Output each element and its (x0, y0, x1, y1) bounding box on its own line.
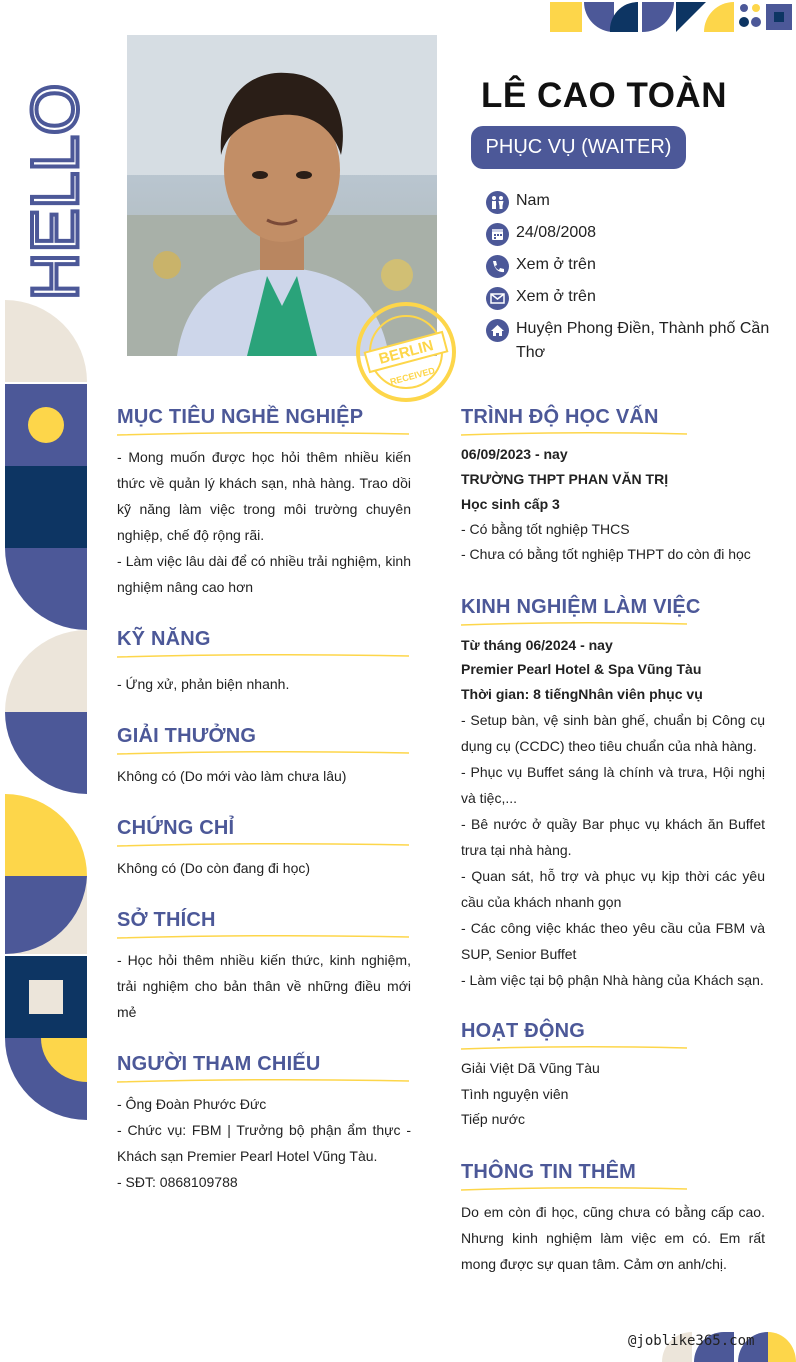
education-line: - Có bằng tốt nghiệp THCS (461, 521, 630, 537)
underline-activities (461, 1045, 687, 1051)
certificates-text (117, 855, 411, 881)
section-title-awards: GIẢI THƯỞNG (117, 725, 257, 747)
gender-icon (486, 191, 509, 214)
top-decoration (548, 0, 796, 32)
activities-line: Tiếp nước (461, 1111, 525, 1127)
extra-info-line: Do em còn đi học, cũng chưa có bằng cấp cao. Nhưng kinh nghiệm làm việc em có. Em rất mong được sự quan tâm. Cảm ơn anh/chị. (461, 1204, 765, 1272)
berlin-stamp (354, 300, 458, 404)
section-title-skills: KỸ NĂNG (117, 628, 211, 650)
experience-text (461, 633, 765, 993)
extra-info-text (461, 1199, 765, 1277)
job-title-badge: PHỤC VỤ (WAITER) (471, 126, 686, 169)
section-title-education: TRÌNH ĐỘ HỌC VẤN (461, 406, 659, 428)
experience-line: - Các công việc khác theo yêu cầu của FBM và SUP, Senior Buffet (461, 920, 765, 962)
experience-position: Thời gian: 8 tiếngNhân viên phục vụ (461, 686, 703, 702)
experience-line: - Quan sát, hỗ trợ và phục vụ kịp thời các yêu cầu của khách nhanh gọn (461, 868, 765, 910)
references-line: - SĐT: 0868109788 (117, 1174, 238, 1190)
gender-text: Nam (516, 192, 550, 209)
email-text: Xem ở trên (516, 288, 596, 305)
education-school: TRƯỜNG THPT PHAN VĂN TRỊ (461, 471, 669, 487)
hello-text (17, 60, 92, 325)
underline-extra-info (461, 1186, 687, 1192)
info-email (486, 285, 776, 311)
phone-icon (486, 255, 509, 278)
underline-references (117, 1078, 409, 1084)
watermark: @joblike365.com (628, 1333, 755, 1349)
references-line: - Chức vụ: FBM | Trưởng bộ phận ẩm thực - Khách sạn Premier Pearl Hotel Vũng Tàu. (117, 1122, 411, 1164)
objective-text (117, 444, 411, 600)
education-date: 06/09/2023 - nay (461, 446, 568, 462)
awards-line: Không có (Do mới vào làm chưa lâu) (117, 768, 347, 784)
hobbies-line: - Học hỏi thêm nhiều kiến thức, kinh nghiệm, trải nghiệm cho bản thân về những điều mới mẻ (117, 952, 411, 1020)
objective-line: - Làm việc lâu dài để có nhiều trải nghiệm, kinh nghiệm nâng cao hơn (117, 553, 411, 595)
section-title-objective: MỤC TIÊU NGHỀ NGHIỆP (117, 406, 364, 428)
hello-word: HELLO (17, 83, 92, 301)
info-phone (486, 253, 776, 279)
activities-line: Tình nguyện viên (461, 1085, 569, 1102)
address-text: Huyện Phong Điền, Thành phố Cần Thơ (516, 320, 770, 361)
birthdate-text: 24/08/2008 (516, 224, 597, 241)
experience-company: Premier Pearl Hotel & Spa Vũng Tàu (461, 661, 702, 677)
objective-line: - Mong muốn được học hỏi thêm nhiều kiến thức về quản lý khách sạn, nhà hàng. Trao dồi kỹ năng làm việc trong môi trường chuyên nghiệp, chế độ rộng rãi. (117, 449, 411, 543)
underline-experience (461, 621, 687, 627)
underline-education (461, 431, 687, 437)
calendar-icon (486, 223, 509, 246)
skills-line: - Ứng xử, phản biện nhanh. (117, 676, 290, 692)
references-text (117, 1091, 411, 1195)
info-address (486, 317, 776, 367)
education-text (461, 442, 765, 567)
awards-text (117, 763, 411, 789)
section-title-hobbies: SỞ THÍCH (117, 909, 216, 931)
experience-line: - Bê nước ở quầy Bar phục vụ khách ăn Buffet trưa tại nhà hàng. (461, 816, 765, 858)
underline-certificates (117, 842, 409, 848)
activities-text (461, 1056, 765, 1133)
education-level: Học sinh cấp 3 (461, 496, 560, 512)
info-gender (486, 189, 776, 215)
experience-line: - Setup bàn, vệ sinh bàn ghế, chuẩn bị Công cụ dụng cụ (CCDC) theo tiêu chuẩn của nhà hàng. (461, 712, 765, 754)
svg-text:BERLIN: BERLIN (376, 337, 436, 368)
section-title-experience: KINH NGHIỆM LÀM VIỆC (461, 596, 701, 618)
section-title-references: NGƯỜI THAM CHIẾU (117, 1053, 321, 1075)
section-title-extra-info: THÔNG TIN THÊM (461, 1161, 637, 1183)
certificates-line: Không có (Do còn đang đi học) (117, 860, 311, 876)
home-icon (486, 319, 509, 342)
experience-line: - Làm việc tại bộ phận Nhà hàng của Khách sạn. (461, 972, 764, 988)
underline-skills (117, 653, 409, 659)
phone-text: Xem ở trên (516, 256, 596, 273)
svg-text:RECEIVED: RECEIVED (388, 365, 436, 387)
section-title-activities: HOẠT ĐỘNG (461, 1020, 586, 1042)
section-title-certificates: CHỨNG CHỈ (117, 817, 235, 839)
info-birthdate (486, 221, 776, 247)
references-line: - Ông Đoàn Phước Đức (117, 1096, 267, 1112)
experience-line: - Phục vụ Buffet sáng là chính và trưa, Hội nghị và tiệc,... (461, 764, 765, 806)
hobbies-text (117, 947, 411, 1025)
underline-objective (117, 431, 409, 437)
mail-icon (486, 287, 509, 310)
underline-awards (117, 750, 409, 756)
candidate-name: LÊ CAO TOÀN (481, 76, 727, 115)
skills-text (117, 671, 411, 697)
activities-line: Giải Việt Dã Vũng Tàu (461, 1060, 600, 1076)
underline-hobbies (117, 934, 409, 940)
education-line: - Chưa có bằng tốt nghiệp THPT do còn đi học (461, 546, 751, 562)
experience-date: Từ tháng 06/2024 - nay (461, 637, 613, 653)
left-decoration (5, 300, 87, 1120)
